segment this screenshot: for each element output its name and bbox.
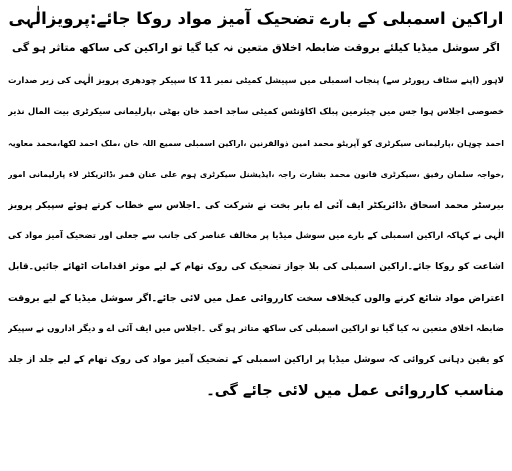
article-headline: اراکین اسمبلی کے بارے تضحیک آمیز مواد روکا جائے:پرویزالٰہی bbox=[8, 9, 504, 28]
body-line: ,خواجہ سلمان رفیق ،سیکرٹری قانون محمد بشارت راجہ ،ایڈیشنل سیکرٹری ہوم علی عنان قمر ،ڈائریکٹر لاء پارلیمانی امور bbox=[8, 170, 504, 179]
body-line: اعتراض مواد شائع کرنے والوں کیخلاف سخت کارروائی عمل میں لائی جائے۔اگر سوشل میڈیا کے لیے بروقت bbox=[8, 293, 504, 304]
article-subheadline: اگر سوشل میڈیا کیلئے بروقت ضابطہ اخلاق متعین نہ کیا گیا تو اراکین کی ساکھ متاثر ہو گی bbox=[12, 41, 500, 54]
news-article bbox=[8, 4, 504, 467]
body-line: احمد چوہان ،پارلیمانی سیکرٹری کو آپریٹو محمد امین ذوالقرنین ،اراکین اسمبلی سمیع اللہ خان ،ملک احمد لکھا،محمد معاویہ bbox=[8, 139, 504, 148]
body-line: کو یقین دہانی کروائی کہ سوشل میڈیا پر اراکین اسمبلی کے تضحیک آمیز مواد کی روک تھام کے لیے جلد از جلد bbox=[8, 355, 504, 365]
body-line: بیرسٹر محمد اسحاق ،ڈائریکٹر ایف آئی اے بابر بخت نے شرکت کی ۔اجلاس سے خطاب کرتے ہوئے سپیکر پرویز bbox=[8, 200, 504, 211]
body-line: خصوصی اجلاس ہوا جس میں چیئرمین پبلک اکاؤنٹس کمیٹی ساجد احمد خان بھٹی ،پارلیمانی سیکرٹری بیت المال نذیر bbox=[8, 107, 504, 117]
body-line: ضابطہ اخلاق متعین نہ کیا گیا تو اراکین اسمبلی کی ساکھ متاثر ہو گی ۔اجلاس میں ایف آئی اے و دیگر اداروں نے سپیکر bbox=[8, 324, 504, 334]
body-line: مناسب کارروائی عمل میں لائی جائے گی۔ bbox=[206, 383, 504, 399]
body-line: الٰہی نے کہاکہ اراکین اسمبلی کے بارے میں سوشل میڈیا پر مخالف عناصر کی جانب سے جعلی اور تضحیک آمیز مواد کی bbox=[8, 231, 504, 241]
article-body bbox=[8, 66, 504, 407]
body-line: لاہور (اپنے سٹاف رپورٹر سے) پنجاب اسمبلی میں سپیشل کمیٹی نمبر 11 کا سپیکر چودھری پرویز الٰہی کی زیر صدارت bbox=[8, 76, 504, 86]
body-line: اشاعت کو روکا جائے۔اراکین اسمبلی کی بلا جواز تضحیک کی روک تھام کے لیے موثر اقدامات اٹھائے جائیں۔قابل bbox=[8, 262, 504, 272]
